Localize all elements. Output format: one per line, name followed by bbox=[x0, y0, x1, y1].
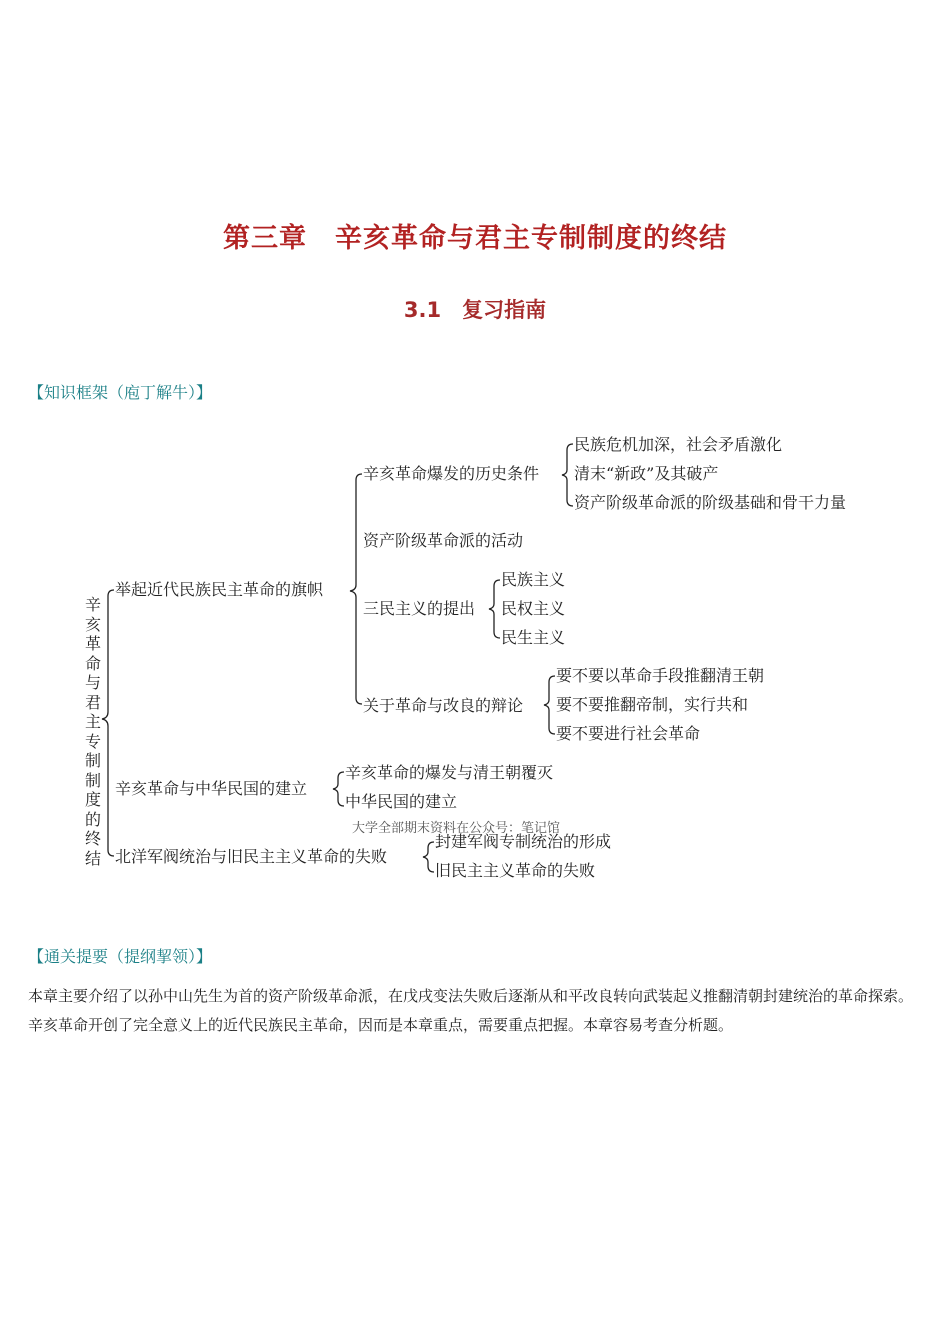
sub4-item: 要不要推翻帝制，实行共和 bbox=[556, 695, 749, 714]
sub3-bracket bbox=[489, 580, 500, 638]
branch3-label: 北洋军阀统治与旧民主主义革命的失败 bbox=[115, 847, 388, 866]
watermark-text: 大学全部期末资料在公众号：笔记馆 bbox=[352, 821, 561, 836]
branch2-bracket bbox=[333, 772, 344, 806]
sub3-item: 民族主义 bbox=[501, 570, 566, 589]
summary-heading: 【通关提要（提纲挈领）】 bbox=[28, 947, 213, 966]
branch2-label: 辛亥革命与中华民国的建立 bbox=[115, 779, 308, 798]
branch3-item: 旧民主主义革命的失败 bbox=[435, 861, 596, 880]
sub4-item: 要不要进行社会革命 bbox=[556, 724, 701, 743]
sub1-item: 清末“新政”及其破产 bbox=[574, 464, 719, 483]
sub1-bracket bbox=[562, 444, 573, 506]
knowledge-framework-heading: 【知识框架（庖丁解牛）】 bbox=[28, 383, 213, 402]
summary-paragraph: 本章主要介绍了以孙中山先生为首的资产阶级革命派，在戊戌变法失败后逐渐从和平改良转向武装起义推翻清朝封建统治的革命探索。辛亥革命开创了完全意义上的近代民族民主革命，因而是本章重点，需要重点把握。本章容易考查分析题。 bbox=[28, 987, 914, 1034]
mindmap-root: 辛亥革命与君主专制制度的终结 bbox=[84, 595, 101, 868]
chapter-title: 第三章 辛亥革命与君主专制制度的终结 bbox=[223, 223, 727, 254]
section-title: 3.1 复习指南 bbox=[403, 298, 547, 322]
branch3-item: 封建军阀专制统治的形成 bbox=[435, 832, 612, 851]
branch2-item: 中华民国的建立 bbox=[345, 792, 458, 811]
branch3-bracket bbox=[423, 842, 434, 872]
branch2-item: 辛亥革命的爆发与清王朝覆灭 bbox=[345, 763, 554, 782]
branch1-label: 举起近代民族民主革命的旗帜 bbox=[115, 580, 324, 599]
branch1-bracket bbox=[350, 474, 362, 704]
sub1-label: 辛亥革命爆发的历史条件 bbox=[363, 464, 540, 483]
sub4-label: 关于革命与改良的辩论 bbox=[363, 696, 524, 715]
sub4-item: 要不要以革命手段推翻清王朝 bbox=[556, 666, 765, 685]
sub3-label: 三民主义的提出 bbox=[363, 599, 476, 618]
sub3-item: 民权主义 bbox=[501, 599, 566, 618]
sub1-item: 资产阶级革命派的阶级基础和骨干力量 bbox=[574, 493, 847, 512]
sub4-bracket bbox=[544, 676, 555, 734]
sub1-item: 民族危机加深，社会矛盾激化 bbox=[574, 435, 783, 454]
sub2-label: 资产阶级革命派的活动 bbox=[363, 531, 524, 550]
sub3-item: 民生主义 bbox=[501, 628, 566, 647]
